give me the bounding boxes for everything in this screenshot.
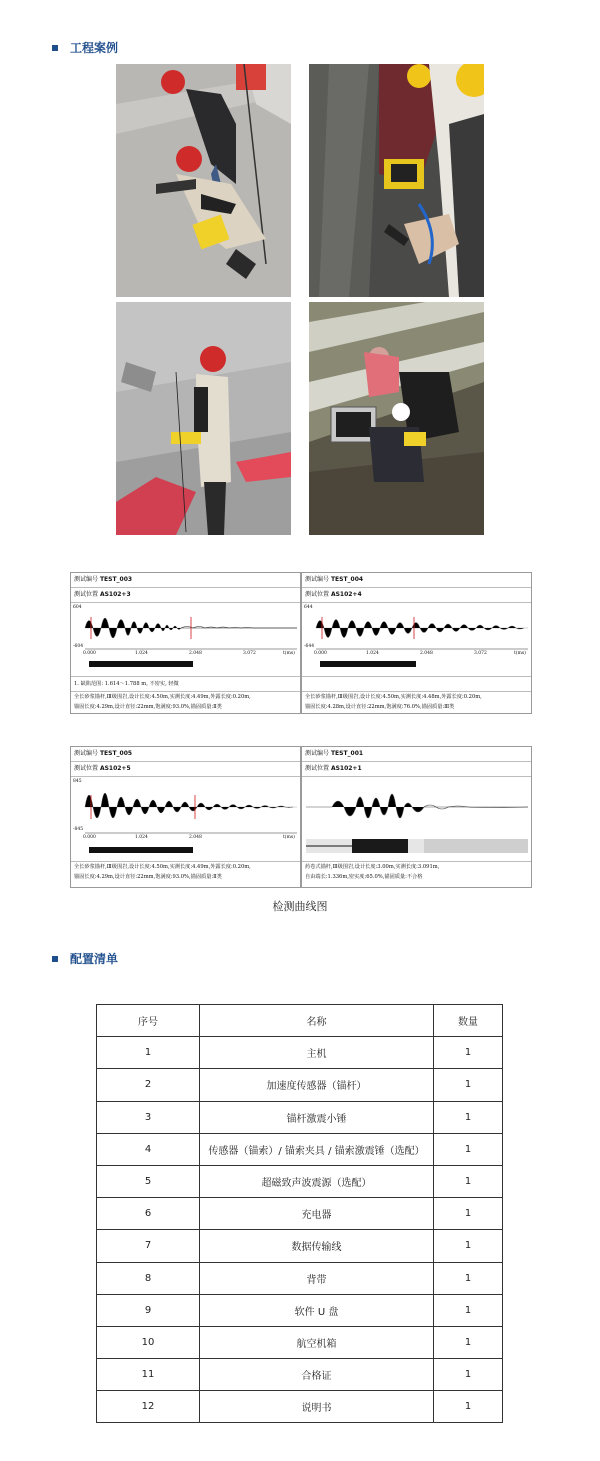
table-row: 9 软件 U 盘 1 (97, 1294, 503, 1326)
test-id-row: 测试编号 TEST_004 (302, 573, 531, 588)
test-id-row: 测试编号 TEST_001 (302, 747, 531, 762)
table-row: 4 传感器（锚索）/ 锚索夹具 / 锚索激震锤（选配） 1 (97, 1133, 503, 1165)
y-min-label: -604 (73, 644, 84, 649)
x-tick-label: 2.048 (420, 651, 433, 656)
waveform-chart (71, 603, 300, 676)
table-row: 10 航空机箱 1 (97, 1326, 503, 1358)
table-row: 5 超磁致声波震源（选配） 1 (97, 1165, 503, 1197)
x-unit-label: t(ms) (283, 651, 295, 656)
x-tick-label: 0.000 (83, 651, 96, 656)
info-line: 锚固长度:4.29m,设计直径:22mm,饱满度:93.0%,锚固质量:Ⅱ类 (74, 704, 222, 710)
test-position-row: 测试位置 AS102+5 (71, 762, 300, 777)
waveform-chart (71, 777, 300, 861)
photo-two-workers-slope-wall (116, 64, 291, 297)
y-max-label: 604 (73, 605, 82, 610)
x-tick-label: 3.072 (243, 651, 256, 656)
table-header-row (97, 1005, 503, 1037)
info-line: 自由端长:1.336m,密实度:65.0%,锚固质量:不合格 (305, 874, 423, 880)
info-line: 锚固长度:4.29m,设计直径:22mm,饱满度:93.0%,锚固质量:Ⅱ类 (74, 874, 222, 880)
info-line: 全长砂浆锚杆,Ⅲ级围岩,设计长度:4.50m,实测长度:4.49m,外露长度:0.20m, (74, 864, 251, 870)
x-tick-label: 0.000 (314, 651, 327, 656)
table-row: 7 数据传输线 1 (97, 1230, 503, 1262)
x-unit-label: t(ms) (283, 835, 295, 840)
section-title-config: 配置清单 (52, 950, 118, 967)
table-row: 3 锚杆激震小锤 1 (97, 1101, 503, 1133)
table-row: 11 合格证 1 (97, 1359, 503, 1391)
waveform-chart (302, 603, 531, 676)
x-tick-label: 2.048 (189, 835, 202, 840)
defect-row (302, 677, 531, 692)
test-id-row: 测试编号 TEST_005 (71, 747, 300, 762)
table-row: 8 背带 1 (97, 1262, 503, 1294)
config-table (96, 1004, 503, 1423)
y-min-label: -845 (73, 827, 84, 832)
y-max-label: 644 (304, 605, 313, 610)
figure-caption: 检测曲线图 (272, 900, 328, 913)
x-tick-label: 0.000 (83, 835, 96, 840)
waveform-plot (302, 777, 531, 862)
x-tick-label: 3.072 (474, 651, 487, 656)
header-name: 名称 (200, 1005, 434, 1037)
waveform-plot (71, 777, 300, 862)
curve-panel-test-001 (301, 746, 532, 888)
section-title-cases: 工程案例 (52, 39, 118, 56)
table-row: 1 主机 1 (97, 1037, 503, 1069)
photo-two-workers-yellow-helmet (309, 64, 484, 297)
x-unit-label: t(ms) (514, 651, 526, 656)
table-row: 12 说明书 1 (97, 1391, 503, 1423)
square-bullet-icon (52, 45, 58, 51)
x-tick-label: 2.048 (189, 651, 202, 656)
table-row: 6 充电器 1 (97, 1198, 503, 1230)
test-id-row: 测试编号 TEST_003 (71, 573, 300, 588)
curve-panel-test-003 (70, 572, 301, 714)
header-qty: 数量 (434, 1005, 503, 1037)
y-max-label: 845 (73, 779, 82, 784)
header-index: 序号 (97, 1005, 200, 1037)
curve-panel-test-004 (301, 572, 532, 714)
defect-row: 1. 缺陷范围: 1.614～1.788 m, 不密实, 轻微 (71, 677, 300, 692)
x-tick-label: 1.024 (366, 651, 379, 656)
x-tick-label: 1.024 (135, 651, 148, 656)
info-line: 全长砂浆锚杆,Ⅲ级围岩,设计长度:4.50m,实测长度:4.48m,外露长度:0.20m, (305, 694, 482, 700)
test-position-row: 测试位置 AS102+4 (302, 588, 531, 603)
waveform-plot (302, 603, 531, 677)
curve-panel-test-005 (70, 746, 301, 888)
photo-team-slope-case (309, 302, 484, 535)
y-min-label: -644 (304, 644, 315, 649)
photo-worker-grey-wall (116, 302, 291, 535)
info-line: 锚固长度:4.28m,设计直径:22mm,饱满度:76.0%,锚固质量:Ⅲ类 (305, 704, 455, 710)
info-line: 药卷式锚杆,Ⅲ级围岩,设计长度:3.00m,实测长度:3.091m, (305, 864, 440, 870)
waveform-plot (71, 603, 300, 677)
test-position-row: 测试位置 AS102+3 (71, 588, 300, 603)
x-tick-label: 1.024 (135, 835, 148, 840)
test-position-row: 测试位置 AS102+1 (302, 762, 531, 777)
info-line: 全长砂浆锚杆,Ⅲ级围岩,设计长度:4.50m,实测长度:4.49m,外露长度:0.20m, (74, 694, 251, 700)
square-bullet-icon (52, 956, 58, 962)
table-row: 2 加速度传感器（锚杆） 1 (97, 1069, 503, 1101)
waveform-chart (302, 777, 531, 861)
